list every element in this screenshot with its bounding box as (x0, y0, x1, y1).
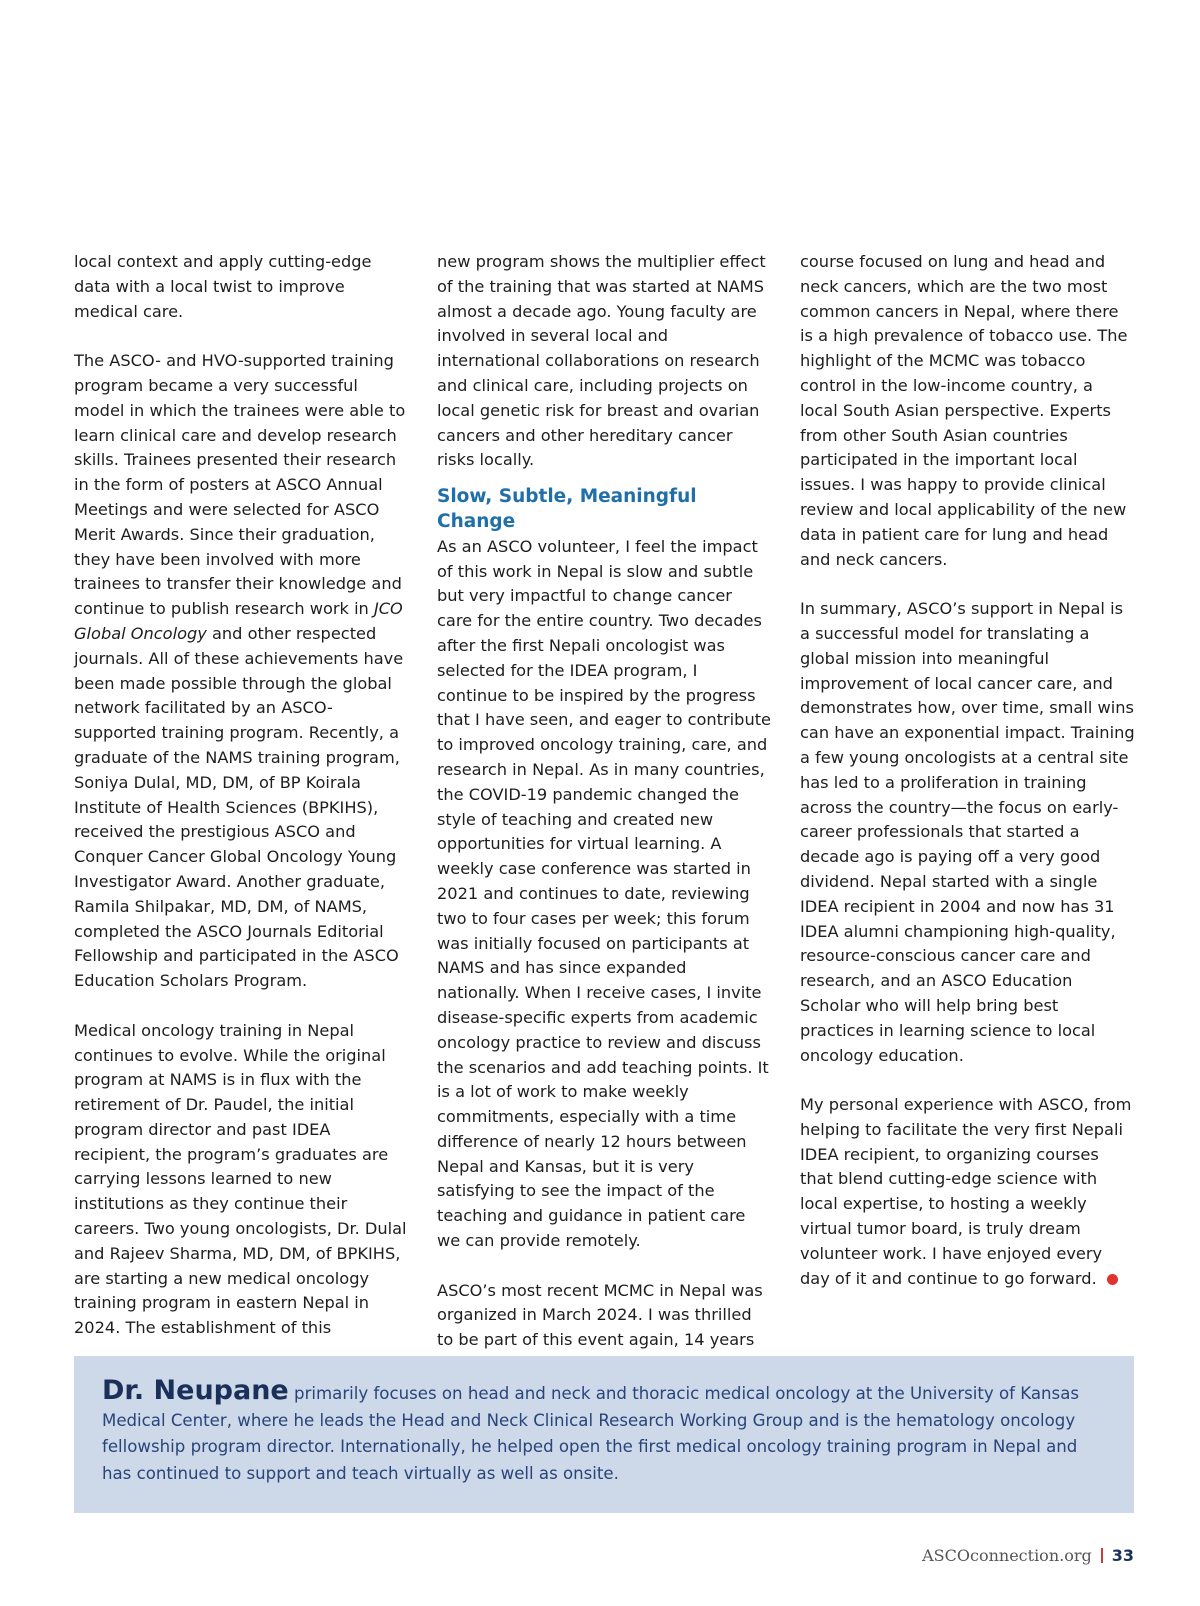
column-1 (74, 250, 409, 1378)
paragraph-text: The ASCO- and HVO-supported training program became a very successful model in which the trainees were able to learn clinical care and develop research skills. Trainees presented their research in the form of posters at ASCO Annual Meetings and were selected for ASCO Merit Awards. Since their graduation, they have been involved with more trainees to transfer their knowledge and continue to publish research work in (74, 351, 406, 619)
article-columns (74, 250, 1135, 1378)
paragraph: course focused on lung and head and neck cancers, which are the two most common cancers in Nepal, where there is a high prevalence of tobacco use. The highlight of the MCMC was tobacco control in the low-income country, a local South Asian perspective. Experts from other South Asian countries participated in the important local issues. I was happy to provide clinical review and local applicability of the new data in patient care for lung and head and neck cancers. (800, 252, 1128, 569)
page-footer (922, 1546, 1134, 1565)
paragraph: Medical oncology training in Nepal continues to evolve. While the original program at NAMS is in flux with the retirement of Dr. Paudel, the initial program director and past IDEA recipient, the program’s graduates are carrying lessons learned to new institutions as they continue their careers. Two young oncologists, Dr. Dulal and Rajeev Sharma, MD, DM, of BPKIHS, are starting a new medical oncology training program in eastern Nepal in 2024. The establishment of this (74, 1020, 407, 1338)
paragraph: local context and apply cutting-edge data with a local twist to improve medical care. (74, 252, 372, 321)
column-2 (437, 250, 772, 1378)
paragraph: new program shows the multiplier effect of the training that was started at NAMS almost a decade ago. Young faculty are involved in several local and international collaborations on research and clinical care, including projects on local genetic risk for breast and ovarian cancers and other hereditary cancer risks locally. (437, 252, 766, 470)
journal-title: JCO Global Oncology (74, 599, 403, 643)
paragraph: In summary, ASCO’s support in Nepal is a successful model for translating a global mission into meaningful improvement of local cancer care, and demonstrates how, over time, small wins can have an exponential impact. Training a few young oncologists at a central site has led to a proliferation in training across the country—the focus on early-career professionals that started a decade ago is paying off a very good dividend. Nepal started with a single IDEA recipient in 2004 and now has 31 IDEA alumni championing high-quality, resource-conscious cancer care and research, and an ASCO Education Scholar who will help bring best practices in learning science to local oncology education. (800, 599, 1135, 1065)
section-heading: Slow, Subtle, Meaningful Change (437, 486, 697, 532)
author-bio-text: primarily focuses on head and neck and thoracic medical oncology at the University of Kansas Medical Center, where he leads the Head and Neck Clinical Research Working Group and is the hematology oncology fellowship program director. Internationally, he helped open the first medical oncology training program in Nepal and has continued to support and teach virtually as well as onsite. (102, 1384, 1080, 1483)
author-bio-box (74, 1356, 1134, 1513)
column-3 (800, 250, 1135, 1378)
paragraph: ASCO’s most recent MCMC in Nepal was organized in March 2024. I was thrilled to be part of this event again, 14 years (437, 1280, 763, 1350)
paragraph (74, 349, 409, 994)
footer-separator (1101, 1548, 1103, 1563)
paragraph: As an ASCO volunteer, I feel the impact of this work in Nepal is slow and subtle but very impactful to change cancer care for the entire country. Two decades after the first Nepali oncologist was selected for the IDEA program, I continue to be inspired by the progress that I have seen, and eager to contribute to improved oncology training, care, and research in Nepal. As in many countries, the COVID-19 pandemic changed the style of teaching and created new opportunities for virtual learning. A weekly case conference was started in 2021 and continues to date, reviewing two to four cases per week; this forum was initially focused on participants at NAMS and has since expanded nationally. When I receive cases, I invite disease-specific experts from academic oncology practice to review and discuss the scenarios and add teaching points. It is a lot of work to make weekly commitments, especially with a time difference of nearly 12 hours between Nepal and Kansas, but it is very satisfying to see the impact of the teaching and guidance in patient care we can provide remotely. (437, 536, 772, 1251)
author-name: Dr. Neupane (102, 1375, 289, 1406)
paragraph-text: and other respected journals. All of these achievements have been made possible through the global network facilitated by an ASCO-supported training program. Recently, a graduate of the NAMS training program, Soniya Dulal, MD, DM, of BP Koirala Institute of Health Sciences (BPKIHS), received the prestigious ASCO and Conquer Cancer Global Oncology Young Investigator Award. Another graduate, Ramila Shilpakar, MD, DM, of NAMS, completed the ASCO Journals Editorial Fellowship and participated in the ASCO Education Scholars Program. (74, 623, 404, 991)
paragraph (800, 1093, 1135, 1291)
website-link[interactable]: ASCOconnection.org (922, 1546, 1092, 1565)
end-mark-icon (1107, 1274, 1118, 1285)
paragraph-text: My personal experience with ASCO, from helping to facilitate the very first Nepali IDEA recipient, to organizing courses that blend cutting-edge science with local expertise, to hosting a weekly virtual tumor board, is truly dream volunteer work. I have enjoyed every day of it and continue to go forward. (800, 1095, 1132, 1288)
page-number: 33 (1111, 1546, 1134, 1565)
